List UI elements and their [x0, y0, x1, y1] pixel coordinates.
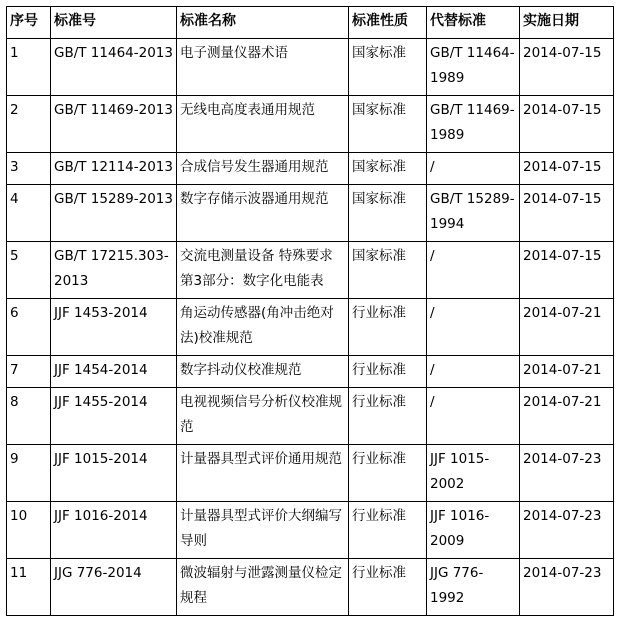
table-row [7, 39, 614, 96]
cell-standard-name: 数字存储示波器通用规范 [177, 185, 349, 242]
header-effective-date: 实施日期 [520, 7, 614, 39]
cell-standard-number: GB/T 17215.303-2013 [51, 242, 177, 299]
cell-effective-date: 2014-07-23 [520, 502, 614, 559]
cell-index: 7 [7, 356, 51, 388]
cell-standard-type: 行业标准 [349, 445, 427, 502]
cell-standard-type: 国家标准 [349, 242, 427, 299]
cell-standard-number: JJF 1016-2014 [51, 502, 177, 559]
cell-index: 3 [7, 153, 51, 185]
cell-standard-name: 数字抖动仪校准规范 [177, 356, 349, 388]
cell-effective-date: 2014-07-21 [520, 299, 614, 356]
table-row [7, 242, 614, 299]
header-standard-number: 标准号 [51, 7, 177, 39]
cell-standard-number: JJF 1454-2014 [51, 356, 177, 388]
table-row [7, 559, 614, 616]
cell-standard-number: GB/T 11469-2013 [51, 96, 177, 153]
table-header-row [7, 7, 614, 39]
cell-standard-type: 国家标准 [349, 96, 427, 153]
cell-effective-date: 2014-07-21 [520, 388, 614, 445]
cell-standard-type: 行业标准 [349, 356, 427, 388]
cell-index: 1 [7, 39, 51, 96]
cell-effective-date: 2014-07-15 [520, 185, 614, 242]
header-standard-name: 标准名称 [177, 7, 349, 39]
cell-replaced-standard: / [427, 299, 520, 356]
cell-standard-type: 行业标准 [349, 559, 427, 616]
cell-standard-name: 无线电高度表通用规范 [177, 96, 349, 153]
cell-standard-number: GB/T 15289-2013 [51, 185, 177, 242]
cell-standard-type: 国家标准 [349, 185, 427, 242]
cell-replaced-standard: JJF 1016-2009 [427, 502, 520, 559]
cell-standard-number: JJF 1015-2014 [51, 445, 177, 502]
cell-index: 11 [7, 559, 51, 616]
cell-effective-date: 2014-07-21 [520, 356, 614, 388]
cell-replaced-standard: / [427, 388, 520, 445]
table-row [7, 153, 614, 185]
cell-replaced-standard: / [427, 153, 520, 185]
cell-standard-number: JJF 1455-2014 [51, 388, 177, 445]
cell-effective-date: 2014-07-15 [520, 242, 614, 299]
cell-replaced-standard: GB/T 11469-1989 [427, 96, 520, 153]
cell-index: 5 [7, 242, 51, 299]
cell-standard-name: 微波辐射与泄露测量仪检定规程 [177, 559, 349, 616]
cell-standard-number: GB/T 11464-2013 [51, 39, 177, 96]
cell-standard-name: 交流电测量设备 特殊要求 第3部分：数字化电能表 [177, 242, 349, 299]
cell-index: 9 [7, 445, 51, 502]
cell-standard-number: JJG 776-2014 [51, 559, 177, 616]
cell-standard-name: 角运动传感器(角冲击绝对法)校准规范 [177, 299, 349, 356]
cell-standard-type: 国家标准 [349, 153, 427, 185]
table-row [7, 445, 614, 502]
cell-effective-date: 2014-07-15 [520, 39, 614, 96]
cell-index: 2 [7, 96, 51, 153]
cell-replaced-standard: / [427, 242, 520, 299]
cell-replaced-standard: JJG 776-1992 [427, 559, 520, 616]
cell-standard-name: 电子测量仪器术语 [177, 39, 349, 96]
table-body [7, 39, 614, 616]
cell-index: 4 [7, 185, 51, 242]
cell-standard-name: 计量器具型式评价大纲编写导则 [177, 502, 349, 559]
cell-standard-type: 行业标准 [349, 299, 427, 356]
header-standard-type: 标准性质 [349, 7, 427, 39]
table-row [7, 96, 614, 153]
standards-table-container [6, 6, 614, 616]
cell-replaced-standard: / [427, 356, 520, 388]
table-row [7, 185, 614, 242]
cell-standard-number: JJF 1453-2014 [51, 299, 177, 356]
cell-replaced-standard: GB/T 15289-1994 [427, 185, 520, 242]
table-row [7, 502, 614, 559]
cell-standard-type: 行业标准 [349, 502, 427, 559]
standards-table [6, 6, 614, 616]
cell-standard-number: GB/T 12114-2013 [51, 153, 177, 185]
cell-effective-date: 2014-07-15 [520, 96, 614, 153]
cell-replaced-standard: GB/T 11464-1989 [427, 39, 520, 96]
table-row [7, 356, 614, 388]
cell-index: 6 [7, 299, 51, 356]
cell-index: 10 [7, 502, 51, 559]
header-replaced-standard: 代替标准 [427, 7, 520, 39]
cell-standard-name: 合成信号发生器通用规范 [177, 153, 349, 185]
cell-standard-name: 计量器具型式评价通用规范 [177, 445, 349, 502]
cell-standard-type: 行业标准 [349, 388, 427, 445]
cell-effective-date: 2014-07-15 [520, 153, 614, 185]
header-index: 序号 [7, 7, 51, 39]
table-row [7, 388, 614, 445]
cell-effective-date: 2014-07-23 [520, 445, 614, 502]
table-row [7, 299, 614, 356]
cell-replaced-standard: JJF 1015-2002 [427, 445, 520, 502]
cell-effective-date: 2014-07-23 [520, 559, 614, 616]
cell-standard-type: 国家标准 [349, 39, 427, 96]
cell-standard-name: 电视视频信号分析仪校准规范 [177, 388, 349, 445]
cell-index: 8 [7, 388, 51, 445]
